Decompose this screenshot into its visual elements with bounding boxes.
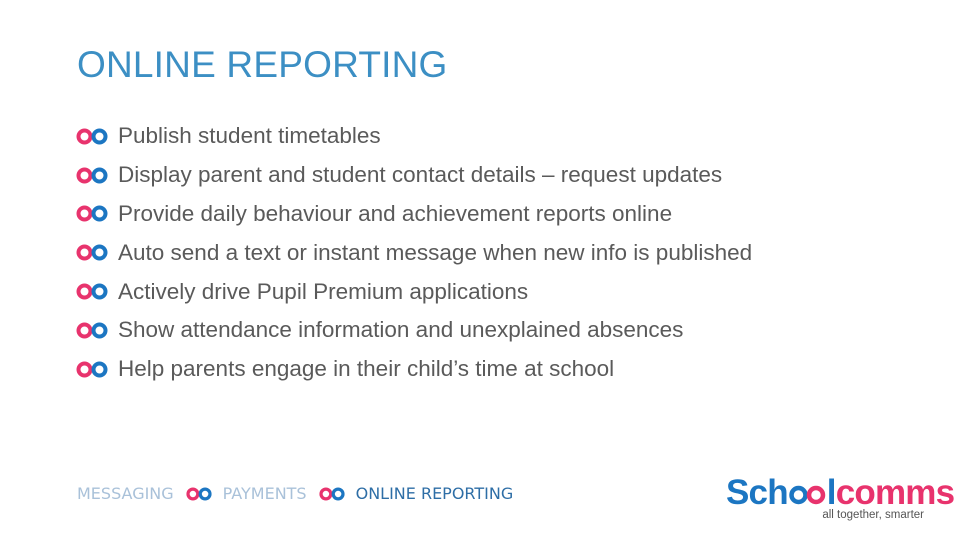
footer-item-payments: PAYMENTS (222, 484, 307, 503)
footer-item-online-reporting: ONLINE REPORTING (355, 484, 514, 503)
logo-text-l: l (826, 473, 836, 512)
logo-wordmark (726, 473, 954, 513)
infinity-loop-icon (76, 244, 108, 261)
list-item (76, 350, 752, 389)
list-item (76, 156, 752, 195)
footer-item-messaging: MESSAGING (77, 484, 174, 503)
infinity-loop-icon (76, 128, 108, 145)
logo-tagline: all together, smarter (822, 509, 924, 521)
bullet-text: Publish student timetables (118, 123, 381, 149)
infinity-loop-icon (76, 361, 108, 378)
bullet-text: Provide daily behaviour and achievement reports online (118, 200, 673, 226)
slide-title: ONLINE REPORTING (77, 44, 448, 85)
infinity-loop-icon (76, 322, 108, 339)
list-item (76, 117, 752, 156)
infinity-loop-icon (76, 167, 108, 184)
bullet-text: Actively drive Pupil Premium applications (118, 278, 529, 304)
infinity-loop-icon (76, 283, 108, 300)
bullet-text: Auto send a text or instant message when new info is published (118, 239, 753, 265)
bullet-text: Show attendance information and unexplained absences (118, 317, 684, 343)
list-item (76, 195, 752, 234)
feature-list (76, 117, 752, 389)
infinity-loop-icon (76, 205, 108, 222)
list-item (76, 311, 752, 350)
bullet-text: Help parents engage in their child’s time at school (118, 356, 615, 382)
logo-text-comms: comms (835, 473, 955, 512)
bullet-text: Display parent and student contact details – request updates (118, 162, 723, 188)
list-item (76, 233, 752, 272)
logo-loop-icon (789, 485, 826, 505)
list-item (76, 272, 752, 311)
infinity-loop-icon (186, 487, 212, 501)
infinity-loop-icon (319, 487, 345, 501)
footer-nav (77, 484, 513, 503)
logo-text-sch: Sch (726, 473, 788, 512)
schoolcomms-logo (726, 473, 955, 523)
